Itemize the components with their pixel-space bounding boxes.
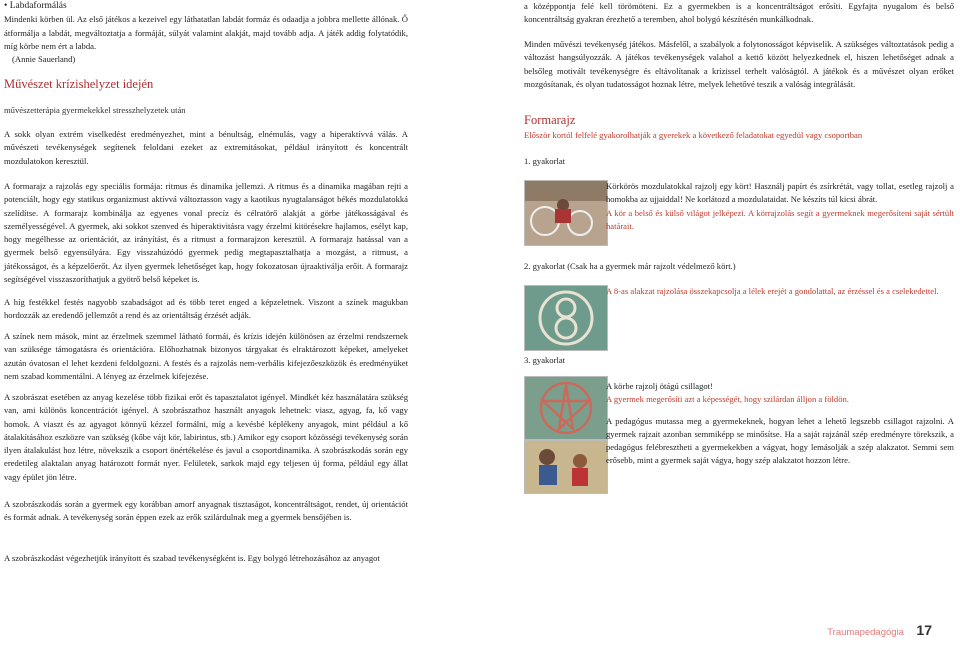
photo-children-group (524, 440, 608, 494)
page-number: 17 (916, 622, 932, 638)
section-subheading: művészetterápia gyermekekkel stresszhelyzetek után (4, 105, 186, 115)
paragraph-shock: A sokk olyan extrém viselkedést eredményezhet, mint a bénultság, elnémulás, vagy a hiperaktívvá válás. A művészeti tevékenységek segítenek feloldani ezeket az extremitásokat, például irányított és koncentrált mozdulatokon keresztül. (4, 129, 408, 166)
paragraph-colors: A színek nem mások, mint az érzelmek szemmel látható formái, és krízis idején különösen az érzelmi rendszernek van szüksége támogatásra és orientációra. Előhozhatnak bizonyos tárgyakat és elraktározott képeket, amelyeket azután óvatosan el lehet kezdeni feldolgozni. A festés és a rajzolás nem-verbális kifejezőeszközök és eredményüket nem szabad kommentálni. A lényeg az érzelmek kifejezése. (4, 331, 408, 381)
exercise-1-block (606, 180, 954, 233)
exercise-title: • Labdaformálás (4, 1, 67, 11)
section-heading: Művészet krízishelyzet idején (4, 77, 154, 91)
exercise-2-note: A 8-as alakzat rajzolása összekapcsolja a lélek erejét a gondolattal, az érzéssel és a cselekedettel. (606, 286, 939, 296)
exercise-3-label: 3. gyakorlat (524, 355, 566, 365)
exercise-1-label: 1. gyakorlat (524, 156, 566, 166)
exercise-3-more: A pedagógus mutassa meg a gyermekeknek, hogyan lehet a lehető legszebb csillagot rajzolni. A gyermek rajzait azonban semmiképp se minősítse. Ha a saját rajzánál szép eredményre törekszik, a pedagógus felébresztheti a gyermekekben a vágyat, hogy lemásolják a szép alakzatot. Semmi sem erősebb, mint a gyermek saját vágya, hogy szép alakzatot hozzon létre. (606, 415, 954, 466)
paragraph-sculpture: A szobrászat esetében az anyag kezelése több fizikai erőt és tapasztalatot igényel. Mindkét kéz használatára szükség van, ami különös koncentrációt igényel. A szobrászathoz használt anyagok lehetnek: viasz, agyag, fa, kő vagy homok. A viaszt és az agyagot könnyű kézzel formálni, míg a kevésbé képlékeny anyagok, mint például a kő átalakításához eszközre van szükség (kőbe vájt kör, labirintus, stb.) Amikor egy csoport közösségi tevékenység során ilyen átalakulást hoz létre, növekszik a csoport önértékelése és javul a csoportdinamika. A szobrászkodás során egy eredetileg alaktalan anyag határozott formát nyer. Felületek, sarkok majd egy teljesen új forma, például egy állat vagy épület jön létre. (4, 392, 408, 482)
paragraph-paint: A híg festékkel festés nagyobb szabadságot ad és több teret enged a képzeletnek. Viszont a színek magukban hordozzák az eredendő jellemzőt a rend és az orientáltság érzését adják. (4, 297, 408, 321)
exercise-1-note: A kör a belső és külső világot jelképezi. A körrajzolás segít a gyermeknek megerősíteni saját sértült határait. (606, 207, 954, 231)
formarajz-intro: Először kortól felfelé gyakorolhatják a gyerekek a következő feladatokat egyedül vagy csoportban (524, 130, 863, 140)
footer-brand: Traumapedagógia (827, 627, 904, 638)
paragraph-formarajz: A formarajz a rajzolás egy speciális formája: ritmus és dinamika jellemzi. A ritmus és a dinamika magában rejti a potenciált, hogy egy statikus organizmust aktívvá változtasson vagy a kaotikus nyugtalanságot békés mozdulatokká szelídítse. A formarajz kombinálja az egyenes vonal precíz és célratörő alakját a görbe játékosságával és személyességével. A gyermek, aki sokkot szenved és hiperaktivitásra vagy érzelmi kitörésekre hajlamos, esélyt kap, hogy megélhesse az orientációt, az irányítást, és a ritmust a formarajzon keresztül. A formarajz hatással van a gyermek belső egyensúlyára. Egy visszahúzódó gyermek pedig megtapasztalhatja a mozgást, a ritmust, a játékosságot, és a képzelőerőt. Az ilyen gyermek lehetőséget kap, hogy fokozatosan újraaktiválja erőit. A formarajz segítségével visszaszoríthatjuk a gyötrő belső képeket is. (4, 181, 408, 285)
intro-block (4, 0, 408, 66)
exercise-2-label: 2. gyakorlat (Csak ha a gyermek már rajzolt védelmező kört.) (524, 261, 736, 271)
photo-figure-eight (524, 285, 608, 351)
paragraph-sculpture-2: A szobrászkodás során a gyermek egy korábban amorf anyagnak tisztaságot, koncentráltságot, rendet, új orientációt és formát adnak. A tevékenység során éppen ezek az erők szilárdulnak meg a gyermek bensőjében is. (4, 499, 408, 523)
author: (Annie Sauerland) (12, 54, 76, 65)
page-footer (827, 622, 932, 640)
exercise-3-text: A körbe rajzolj ötágú csillagot! (606, 381, 713, 391)
photo-children-drawing (524, 180, 608, 246)
exercise-3-block (606, 380, 954, 468)
exercise-3-note: A gyermek megerősíti azt a képességét, hogy szilárdan álljon a földön. (606, 394, 849, 405)
photo-star-circle (524, 376, 608, 440)
exercise-text: Mindenki körben ül. Az első játékos a kezeivel egy láthatatlan labdát formáz és odaadja a jobbra mellette állónak. Ő átformálja a labdát, megváltoztatja a formáját, súlyát valamint alakját, majd tovább adja. A játék addig folytatódik, míg körbe nem ért a labda. (4, 14, 408, 51)
paragraph-play: Minden művészi tevékenység játékos. Másfelől, a szabályok a folytonosságot képviselik. A szükséges változtatások pedig a változást hangsúlyozzák. A játékos tevékenységek valahol a kettő között helyezkednek el, hiszen lehetőséget adnak a belsőleg motivált tevékenységre és eltávolítanak a krízissel terhelt valóságtól. A játékok és a művészet olyan erőket mozgósítanak, és olyan tudatosságot hoznak létre, melyek lehetővé teszik a valóság integrálását. (524, 39, 954, 89)
formarajz-heading: Formarajz (524, 113, 576, 127)
exercise-1-text: Körkörös mozdulatokkal rajzolj egy kört! Használj papírt és zsírkrétát, vagy tollat, esetleg rajzolj a homokba az ujjaiddal! Ne korlátozd a mozdulataidat. Ne készíts túl kicsi ábrát. (606, 181, 954, 205)
paragraph-sculpture-3: A szobrászkodást végezhetjük irányított és szabad tevékenységként is. Egy bolygó létrehozásához az anyagot (4, 553, 380, 563)
paragraph-planet: a középpontja felé kell törömöteni. Ez a gyermekben is a koncentráltságot erősíti. Egyfajta nyugalom és belső koncentráltság gyakran érezhető a teremben, ahol bolygó készítésén munkálkodnak. (524, 1, 954, 25)
